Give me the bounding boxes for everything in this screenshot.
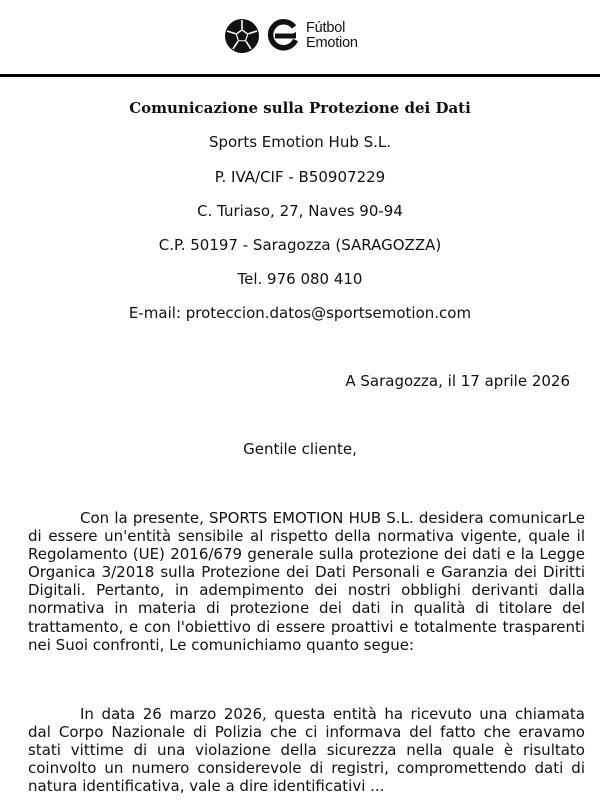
e-emblem-icon	[266, 18, 300, 54]
company-name: Sports Emotion Hub S.L.	[208, 133, 392, 151]
brand-line-2: Emotion	[306, 35, 358, 51]
header-divider	[0, 74, 600, 77]
date-line: A Saragozza, il 17 aprile 2026	[345, 372, 570, 390]
company-email: E-mail: proteccion.datos@sportsemotion.com	[128, 304, 472, 322]
company-vat: P. IVA/CIF - B50907229	[214, 168, 386, 186]
greeting: Gentile cliente,	[243, 440, 357, 458]
brand-name	[306, 21, 358, 51]
letterhead	[0, 0, 600, 74]
soccer-ball-icon	[224, 18, 260, 54]
brand-line-1: Fútbol	[306, 20, 346, 36]
company-postal: C.P. 50197 - Saragozza (SARAGOZZA)	[158, 236, 442, 254]
body-paragraph-1: Con la presente, SPORTS EMOTION HUB S.L. desidera comunicarLe di essere un'entità sensibile al rispetto della normativa vigente, quale il Regolamento (UE) 2016/679 generale sulla protezione dei dati e la Legge Organica 3/2018 sulla Protezione dei Dati Personali e Garanzia dei Diritti Digitali. Pertanto, in adempimento dei nostri obblighi derivanti dalla normativa in materia di protezione dei dati in qualità di titolare del trattamento, e con l'obiettivo di essere proattivi e totalmente trasparenti nei Suoi confronti, Le comunichiamo quanto segue:	[28, 509, 585, 654]
body-paragraph-2: In data 26 marzo 2026, questa entità ha ricevuto una chiamata dal Corpo Nazionale di Polizia che ci informava del fatto che eravamo stati vittime di una violazione della sicurezza nella quale è risultato coinvolto un numero considerevole di registri, compromettendo dati di natura identificativa, vale a dire identificativi ...	[28, 705, 585, 796]
company-address: C. Turiaso, 27, Naves 90-94	[197, 202, 403, 220]
document-title: Comunicazione sulla Protezione dei Dati	[129, 99, 471, 117]
company-phone: Tel. 976 080 410	[237, 270, 363, 288]
futbol-emotion-logo	[224, 18, 358, 54]
